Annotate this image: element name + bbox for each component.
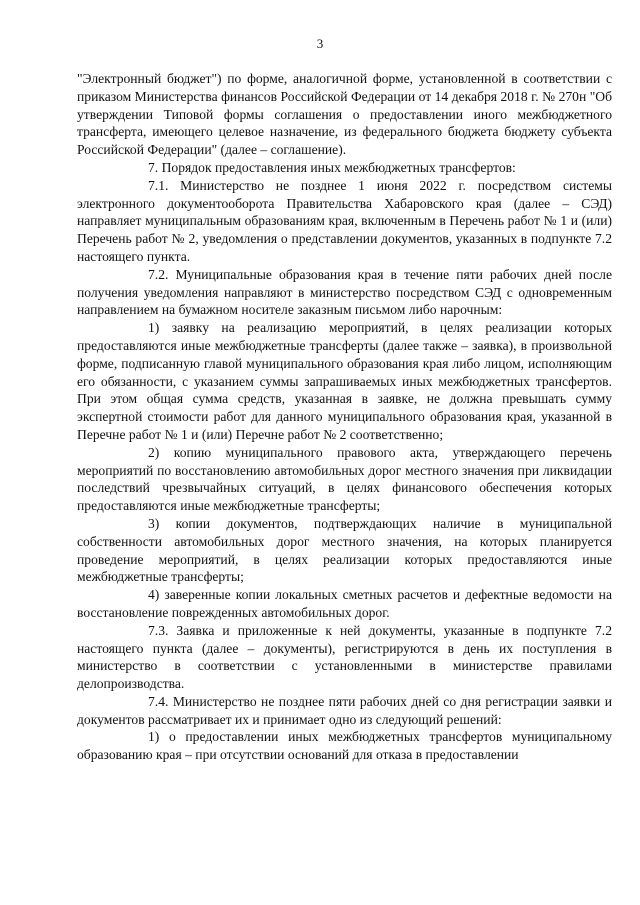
paragraph-7-2-item-2: 2) копию муниципального правового акта, утверждающего перечень мероприятий по восстановлению автомобильных дорог местного значения при ликвидации последствий чрезвычайных ситуаций, в целях финансового обеспечения которых предоставляются иные межбюджетные трансферты; [77, 444, 612, 514]
paragraph-7-4-item-1: 1) о предоставлении иных межбюджетных трансфертов муниципальному образованию края – при отсутствии оснований для отказа в предоставлении [77, 729, 612, 763]
paragraph-7-3: 7.3. Заявка и приложенные к ней документы, указанные в подпункте 7.2 настоящего пункта (далее – документы), регистрируются в день их поступления в министерство в соответствии с установленными в министерстве правилами делопроизводства. [77, 622, 612, 692]
paragraph-7-1: 7.1. Министерство не позднее 1 июня 2022 г. посредством системы электронного документооборота Правительства Хабаровского края (далее – СЭД) направляет муниципальным образованиям края, включенным в Перечень работ № 1 и (или) Перечень работ № 2, уведомления о представлении документов, указанных в подпункте 7.2 настоящего пункта. [77, 177, 612, 264]
page-number: 3 [316, 36, 324, 51]
paragraph-7-2-item-1: 1) заявку на реализацию мероприятий, в целях реализации которых предоставляются иные межбюджетные трансферты (далее также – заявка), в произвольной форме, подписанную главой муниципального образования края либо лицом, исполняющим его обязанности, с указанием суммы запрашиваемых иных межбюджетных трансфертов. При этом общая сумма средств, указанная в заявке, не должна превышать сумму экспертной стоимости работ для данного муниципального образования края, указанной в Перечне работ № 1 и (или) Перечне работ № 2 соответственно; [77, 320, 612, 442]
paragraph-continuation: "Электронный бюджет") по форме, аналогичной форме, установленной в соответствии с приказом Министерства финансов Российской Федерации от 14 декабря 2018 г. № 270н "Об утверждении Типовой формы соглашения о предоставлении иного межбюджетного трансферта, имеющего целевое назначение, из федерального бюджета бюджету субъекта Российской Федерации" (далее – соглашение). [77, 71, 612, 158]
paragraph-7-4: 7.4. Министерство не позднее пяти рабочих дней со дня регистрации заявки и документов рассматривает их и принимает одно из следующий решений: [77, 693, 612, 727]
paragraph-7-2-item-4: 4) заверенные копии локальных сметных расчетов и дефектные ведомости на восстановление поврежденных автомобильных дорог. [77, 587, 612, 620]
paragraph-7-2-item-3: 3) копии документов, подтверждающих наличие в муниципальной собственности автомобильных дорог местного значения, на которых планируется проведение мероприятий, в целях реализации которых предоставляются иные межбюджетные трансферты; [77, 515, 612, 585]
paragraph-7-2: 7.2. Муниципальные образования края в течение пяти рабочих дней после получения уведомления направляют в министерство посредством СЭД с одновременным направлением на бумажном носителе заказным письмом либо нарочным: [77, 266, 612, 318]
document-body [77, 70, 612, 764]
paragraph-section-7-heading: 7. Порядок предоставления иных межбюджетных трансфертов: [148, 159, 516, 175]
